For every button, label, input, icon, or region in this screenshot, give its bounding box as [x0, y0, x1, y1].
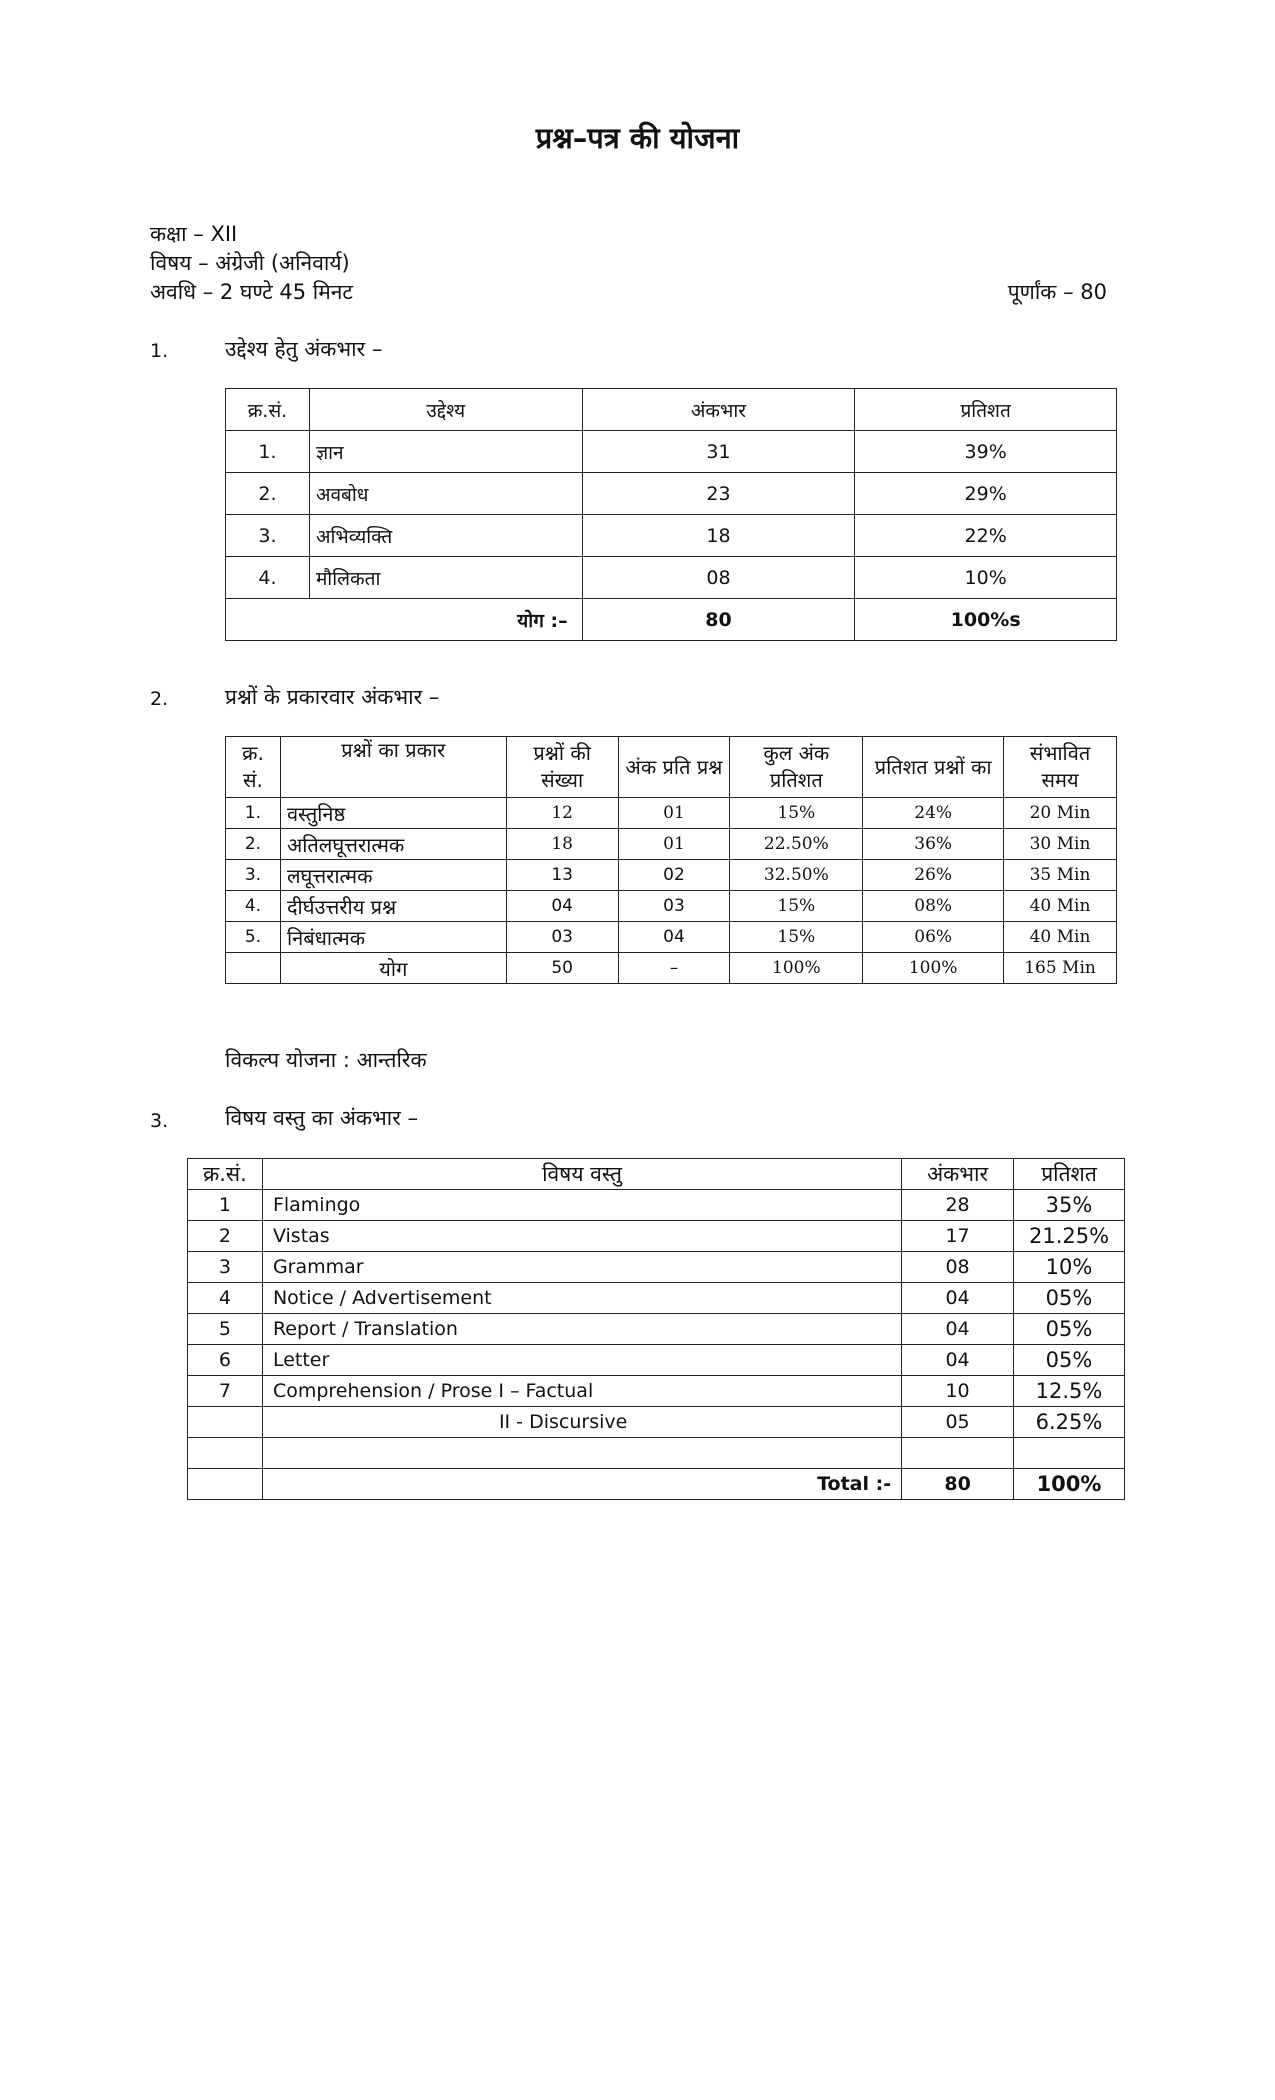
total-marks-label: पूर्णांक – 80	[1007, 280, 1107, 304]
content-weightage-table	[187, 1158, 1125, 1500]
total-label: योग	[280, 953, 506, 984]
column-header: क्र.सं.	[226, 389, 310, 431]
time-cell: 30 Min	[1004, 829, 1117, 860]
serial-cell: 1.	[226, 798, 281, 829]
count-cell: 12	[506, 798, 618, 829]
question-type-cell: वस्तुनिष्ठ	[280, 798, 506, 829]
question-percent-cell: 08%	[863, 891, 1004, 922]
content-cell: Vistas	[262, 1221, 901, 1252]
table-row-empty	[188, 1438, 1125, 1469]
table-row	[226, 922, 1117, 953]
total-percent-cell: 100%	[730, 953, 863, 984]
section3-number: 3.	[150, 1110, 169, 1132]
content-cell: Report / Translation	[262, 1314, 901, 1345]
marks-cell: 08	[582, 557, 855, 599]
content-cell: Grammar	[262, 1252, 901, 1283]
question-percent-cell: 06%	[863, 922, 1004, 953]
section1-number: 1.	[150, 340, 169, 362]
serial-cell: 7	[188, 1376, 263, 1407]
objective-cell: मौलिकता	[309, 557, 582, 599]
table-total-row	[188, 1469, 1125, 1500]
percent-cell: 21.25%	[1014, 1221, 1125, 1252]
serial-cell: 6	[188, 1345, 263, 1376]
serial-cell: 4.	[226, 557, 310, 599]
duration-label: अवधि – 2 घण्टे 45 मिनट	[150, 280, 354, 304]
column-header: प्रश्नों का प्रकार	[280, 737, 506, 798]
serial-cell: 2.	[226, 829, 281, 860]
serial-cell	[188, 1469, 263, 1500]
content-cell: Comprehension / Prose I – Factual	[262, 1376, 901, 1407]
serial-cell	[226, 953, 281, 984]
total-question-percent-cell: 100%	[863, 953, 1004, 984]
column-header: विषय वस्तु	[262, 1159, 901, 1190]
section2-title: प्रश्नों के प्रकारवार अंकभार –	[225, 685, 440, 709]
objective-cell: ज्ञान	[309, 431, 582, 473]
total-marks-cell: 80	[902, 1469, 1014, 1500]
count-cell: 18	[506, 829, 618, 860]
empty-cell	[902, 1438, 1014, 1469]
percent-cell: 29%	[855, 473, 1117, 515]
serial-cell: 5.	[226, 922, 281, 953]
class-label: कक्षा – XII	[150, 222, 238, 246]
table-row	[188, 1314, 1125, 1345]
marks-cell: 17	[902, 1221, 1014, 1252]
column-header: कुल अंक प्रतिशत	[730, 737, 863, 798]
marks-per-question-cell: 04	[618, 922, 730, 953]
question-type-cell: अतिलघूत्तरात्मक	[280, 829, 506, 860]
column-header: प्रश्नों की संख्या	[506, 737, 618, 798]
table-row	[188, 1190, 1125, 1221]
table-row	[226, 860, 1117, 891]
column-header: प्रतिशत प्रश्नों का	[863, 737, 1004, 798]
table-header-row	[188, 1159, 1125, 1190]
content-cell: Letter	[262, 1345, 901, 1376]
question-type-cell: दीर्घउत्तरीय प्रश्न	[280, 891, 506, 922]
table-header-row	[226, 737, 1117, 798]
marks-per-question-cell: 01	[618, 829, 730, 860]
serial-cell: 4.	[226, 891, 281, 922]
table-row	[226, 431, 1117, 473]
table-row	[226, 515, 1117, 557]
section1-title: उद्देश्य हेतु अंकभार –	[225, 337, 383, 361]
column-header: अंकभार	[902, 1159, 1014, 1190]
total-percent-cell: 22.50%	[730, 829, 863, 860]
serial-cell: 4	[188, 1283, 263, 1314]
total-count-cell: 50	[506, 953, 618, 984]
total-percent-cell: 100%s	[855, 599, 1117, 641]
count-cell: 04	[506, 891, 618, 922]
section2-number: 2.	[150, 688, 169, 710]
percent-cell: 12.5%	[1014, 1376, 1125, 1407]
marks-per-question-cell: 01	[618, 798, 730, 829]
total-percent-cell: 15%	[730, 922, 863, 953]
table-row	[188, 1283, 1125, 1314]
column-header: प्रतिशत	[1014, 1159, 1125, 1190]
empty-cell	[188, 1438, 263, 1469]
question-percent-cell: 36%	[863, 829, 1004, 860]
marks-cell: 05	[902, 1407, 1014, 1438]
time-cell: 40 Min	[1004, 922, 1117, 953]
table-row	[188, 1221, 1125, 1252]
serial-cell: 3.	[226, 860, 281, 891]
content-cell: Flamingo	[262, 1190, 901, 1221]
marks-cell: 04	[902, 1314, 1014, 1345]
marks-cell: 04	[902, 1283, 1014, 1314]
percent-cell: 10%	[1014, 1252, 1125, 1283]
table-row	[226, 891, 1117, 922]
table-row	[226, 829, 1117, 860]
serial-cell: 2	[188, 1221, 263, 1252]
total-label: योग :–	[226, 599, 583, 641]
total-percent-cell: 100%	[1014, 1469, 1125, 1500]
percent-cell: 05%	[1014, 1314, 1125, 1345]
table-row	[188, 1407, 1125, 1438]
column-header: संभावित समय	[1004, 737, 1117, 798]
column-header: अंक प्रति प्रश्न	[618, 737, 730, 798]
marks-cell: 23	[582, 473, 855, 515]
subject-label: विषय – अंग्रेजी (अनिवार्य)	[150, 251, 350, 275]
total-marks-per-question-cell: –	[618, 953, 730, 984]
option-scheme-label: विकल्प योजना : आन्तरिक	[225, 1048, 427, 1072]
question-type-table	[225, 736, 1117, 984]
percent-cell: 10%	[855, 557, 1117, 599]
column-header: प्रतिशत	[855, 389, 1117, 431]
percent-cell: 22%	[855, 515, 1117, 557]
column-header: उद्देश्य	[309, 389, 582, 431]
percent-cell: 39%	[855, 431, 1117, 473]
empty-cell	[262, 1438, 901, 1469]
empty-cell	[1014, 1438, 1125, 1469]
column-header: अंकभार	[582, 389, 855, 431]
table-total-row	[226, 599, 1117, 641]
table-row	[188, 1345, 1125, 1376]
percent-cell: 6.25%	[1014, 1407, 1125, 1438]
objective-cell: अभिव्यक्ति	[309, 515, 582, 557]
objective-weightage-table	[225, 388, 1117, 641]
page-title: प्रश्न–पत्र की योजना	[535, 121, 740, 155]
table-header-row	[226, 389, 1117, 431]
marks-cell: 28	[902, 1190, 1014, 1221]
total-percent-cell: 15%	[730, 891, 863, 922]
column-header: क्र. सं.	[226, 737, 281, 798]
marks-cell: 08	[902, 1252, 1014, 1283]
table-row	[226, 557, 1117, 599]
percent-cell: 35%	[1014, 1190, 1125, 1221]
serial-cell	[188, 1407, 263, 1438]
serial-cell: 3.	[226, 515, 310, 557]
time-cell: 35 Min	[1004, 860, 1117, 891]
total-percent-cell: 32.50%	[730, 860, 863, 891]
marks-cell: 10	[902, 1376, 1014, 1407]
total-marks-cell: 80	[582, 599, 855, 641]
column-header: क्र.सं.	[188, 1159, 263, 1190]
question-type-cell: लघूत्तरात्मक	[280, 860, 506, 891]
percent-cell: 05%	[1014, 1283, 1125, 1314]
total-percent-cell: 15%	[730, 798, 863, 829]
time-cell: 20 Min	[1004, 798, 1117, 829]
content-cell: Notice / Advertisement	[262, 1283, 901, 1314]
serial-cell: 1	[188, 1190, 263, 1221]
marks-per-question-cell: 02	[618, 860, 730, 891]
total-label: Total :-	[262, 1469, 901, 1500]
table-total-row	[226, 953, 1117, 984]
marks-cell: 18	[582, 515, 855, 557]
table-row	[226, 798, 1117, 829]
total-time-cell: 165 Min	[1004, 953, 1117, 984]
marks-cell: 04	[902, 1345, 1014, 1376]
content-cell: II - Discursive	[262, 1407, 901, 1438]
table-row	[188, 1376, 1125, 1407]
count-cell: 13	[506, 860, 618, 891]
time-cell: 40 Min	[1004, 891, 1117, 922]
serial-cell: 3	[188, 1252, 263, 1283]
question-percent-cell: 24%	[863, 798, 1004, 829]
marks-per-question-cell: 03	[618, 891, 730, 922]
table-row	[188, 1252, 1125, 1283]
serial-cell: 5	[188, 1314, 263, 1345]
count-cell: 03	[506, 922, 618, 953]
serial-cell: 2.	[226, 473, 310, 515]
objective-cell: अवबोध	[309, 473, 582, 515]
marks-cell: 31	[582, 431, 855, 473]
section3-title: विषय वस्तु का अंकभार –	[225, 1106, 418, 1130]
question-percent-cell: 26%	[863, 860, 1004, 891]
serial-cell: 1.	[226, 431, 310, 473]
table-row	[226, 473, 1117, 515]
question-type-cell: निबंधात्मक	[280, 922, 506, 953]
percent-cell: 05%	[1014, 1345, 1125, 1376]
